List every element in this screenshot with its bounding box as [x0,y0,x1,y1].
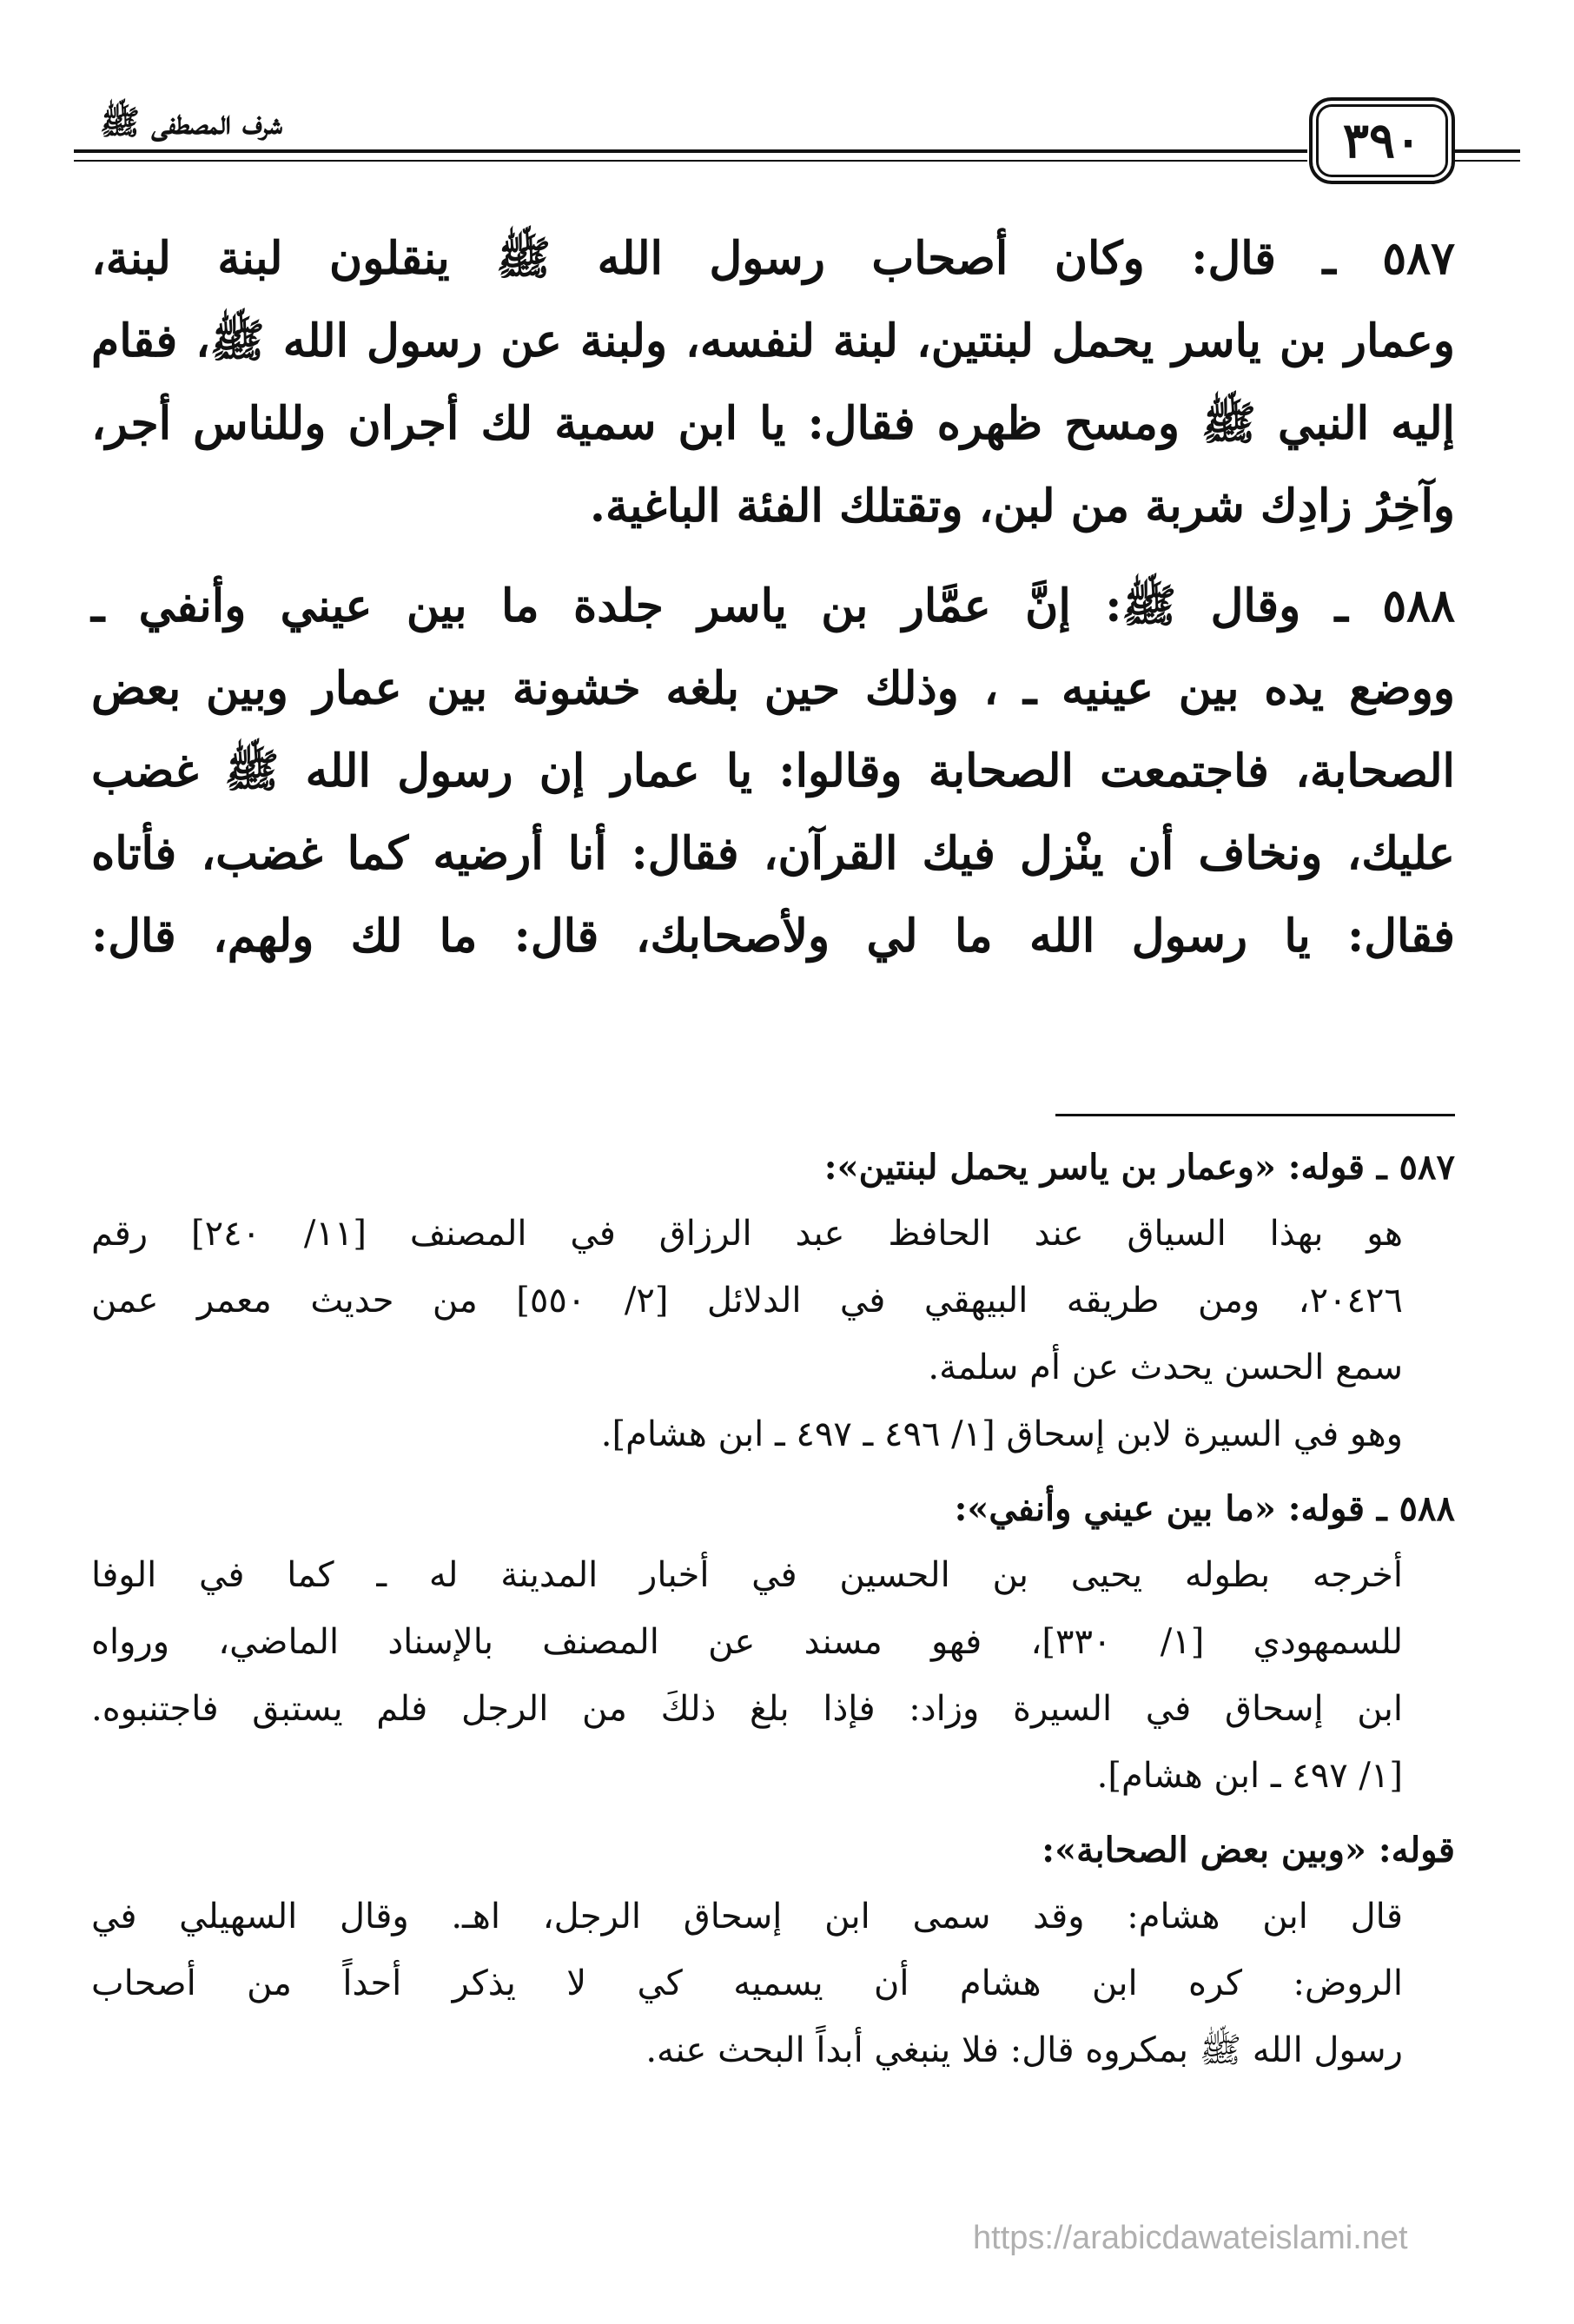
footnote-587 [91,1134,1455,1468]
paragraph-588 [91,565,1455,977]
footnote-line: قال ابن هشام: وقد سمى ابن إسحاق الرجل، اهـ. وقال السهيلي في [91,1897,1403,1937]
footnote-body [91,1201,1455,1468]
footnote-body [91,1884,1455,2084]
header-rule-thin [74,160,1307,162]
footnote-heading: قوله: «وبين بعض الصحابة»: [1042,1830,1455,1870]
text-line: إليه النبي ﷺ ومسح ظهره فقال: يا ابن سمية لك أجران وللناس أجر، [91,397,1455,450]
header-rule [74,149,1307,153]
text-line: عليك، ونخاف أن ينْزل فيك القرآن، فقال: أنا أرضيه كما غضب، فأتاه [91,827,1455,880]
footnote-line: رسول الله ﷺ بمكروه قال: فلا ينبغي أبداً البحث عنه. [645,2030,1403,2070]
footnote-heading: ٥٨٨ ـ قوله: «ما بين عيني وأنفي»: [954,1488,1455,1529]
text-line: ٥٨٨ ـ وقال ﷺ: إنَّ عمَّار بن ياسر جلدة ما بين عيني وأنفي ـ [91,579,1455,632]
running-title: شرف المصطفى ﷺ [100,103,282,142]
footnote-separator [1055,1114,1455,1116]
footnote-body [91,1542,1455,1810]
text-line: وآخِرُ زادِك شربة من لبن، وتقتلك الفئة الباغية. [589,480,1455,533]
main-text [91,217,1455,995]
page-number: ٣٩٠ [1309,97,1455,184]
footnote-588 [91,1475,1455,1810]
text-line: ٥٨٧ ـ قال: وكان أصحاب رسول الله ﷺ ينقلون لبنة لبنة، [91,232,1455,285]
footnote-line: [١/ ٤٩٧ ـ ابن هشام]. [1096,1756,1403,1796]
text-line: وعمار بن ياسر يحمل لبنتين، لبنة لنفسه، ولبنة عن رسول الله ﷺ، فقام [91,315,1455,367]
header-rule-right-thin [1455,160,1520,162]
paragraph-587 [91,217,1455,547]
footnote-line: الروض: كره ابن هشام أن يسميه كي لا يذكر أحداً من أصحاب [91,1963,1403,2003]
footnote-line: ٢٠٤٢٦، ومن طريقه البيهقي في الدلائل [٢/ ٥٥٠] من حديث معمر عمن [91,1281,1403,1321]
text-line: فقال: يا رسول الله ما لي ولأصحابك، قال: ما لك ولهم، قال: [91,910,1455,963]
text-line: ووضع يده بين عينيه ـ ، وذلك حين بلغه خشونة بين عمار وبين بعض [91,662,1456,715]
watermark-url: https://arabicdawateislami.net [973,2220,1408,2256]
footnote-line: للسمهودي [١/ ٣٣٠]، فهو مسند عن المصنف بالإسناد الماضي، ورواه [91,1622,1404,1662]
footnote-line: وهو في السيرة لابن إسحاق [١/ ٤٩٦ ـ ٤٩٧ ـ ابن هشام]. [600,1414,1403,1454]
footnote-line: هو بهذا السياق عند الحافظ عبد الرزاق في المصنف [١١/ ٢٤٠] رقم [91,1214,1403,1254]
page-header [74,87,1464,182]
footnote-sahaba [91,1817,1455,2084]
footnote-line: سمع الحسن يحدث عن أم سلمة. [928,1347,1403,1387]
text-line: الصحابة، فاجتمعت الصحابة وقالوا: يا عمار إن رسول الله ﷺ غضب [91,745,1456,798]
header-rule-right [1455,149,1520,153]
footnote-line: أخرجه بطوله يحيى بن الحسين في أخبار المدينة له ـ كما في الوفا [91,1555,1403,1595]
footnote-line: ابن إسحاق في السيرة وزاد: فإذا بلغ ذلكَ من الرجل فلم يستبق فاجتنبوه. [91,1689,1403,1729]
footnote-heading: ٥٨٧ ـ قوله: «وعمار بن ياسر يحمل لبنتين»: [823,1147,1455,1188]
footnotes [91,1134,1455,2091]
